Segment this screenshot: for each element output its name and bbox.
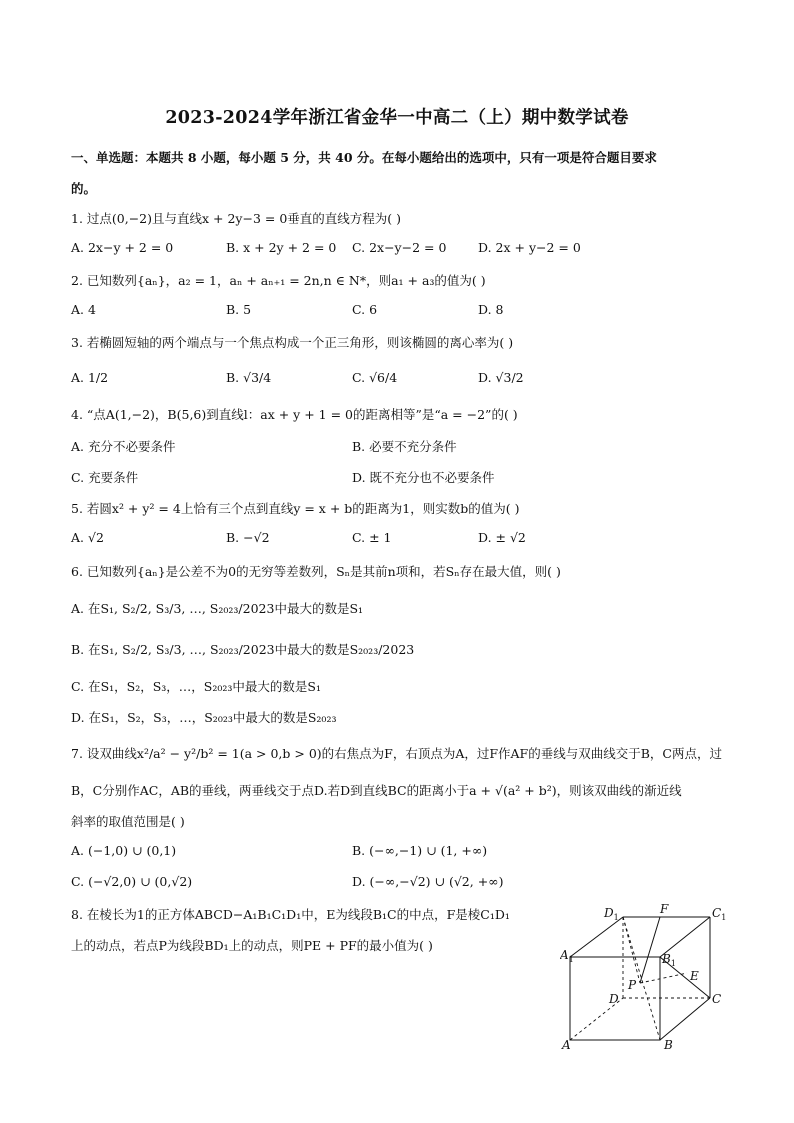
question-3-option-c: C. √6/4 bbox=[352, 370, 398, 385]
question-6-option-a: A. 在S₁, S₂/2, S₃/3, …, S₂₀₂₃/2023中最大的数是S₁ bbox=[71, 601, 364, 616]
question-6-option-b: B. 在S₁, S₂/2, S₃/3, …, S₂₀₂₃/2023中最大的数是S₂₀₂₃/2023 bbox=[71, 642, 415, 657]
question-1-stem: 1. 过点(0,−2)且与直线x + 2y−3 = 0垂直的直线方程为( ) bbox=[71, 211, 402, 226]
question-5-option-b: B. −√2 bbox=[226, 530, 270, 545]
edge-pe bbox=[640, 973, 687, 983]
question-4-option-d: D. 既不充分也不必要条件 bbox=[352, 470, 495, 485]
question-4-option-a: A. 充分不必要条件 bbox=[71, 439, 176, 454]
edge-bc bbox=[660, 998, 710, 1040]
question-5-option-d: D. ± √2 bbox=[478, 530, 526, 545]
question-1-option-d: D. 2x + y−2 = 0 bbox=[478, 240, 581, 255]
question-5-stem: 5. 若圆x² + y² = 4上恰有三个点到直线y = x + b的距离为1，则实数b的值为( ) bbox=[71, 501, 520, 516]
question-4-option-c: C. 充要条件 bbox=[71, 470, 139, 485]
question-4-option-b: B. 必要不充分条件 bbox=[352, 439, 457, 454]
label-p: P bbox=[628, 978, 637, 992]
question-6-stem: 6. 已知数列{aₙ}是公差不为0的无穷等差数列，Sₙ是其前n项和，若Sₙ存在最大值，则( ) bbox=[71, 564, 561, 579]
question-2-option-c: C. 6 bbox=[352, 302, 378, 317]
question-2-option-a: A. 4 bbox=[71, 302, 96, 317]
question-5-option-c: C. ± 1 bbox=[352, 530, 392, 545]
question-3-option-a: A. 1/2 bbox=[71, 370, 109, 385]
label-b: B bbox=[664, 1038, 673, 1052]
cube-figure bbox=[560, 903, 730, 1055]
edge-a1d1 bbox=[570, 917, 623, 957]
edge-d1p bbox=[623, 917, 640, 983]
question-8-stem-line-2: 上的动点，若点P为线段BD₁上的动点，则PE + PF的最小值为( ) bbox=[71, 938, 433, 953]
label-b1: $B_1$ bbox=[662, 952, 676, 968]
label-e: E bbox=[690, 969, 699, 983]
question-1-option-b: B. x + 2y + 2 = 0 bbox=[226, 240, 337, 255]
question-1-option-a: A. 2x−y + 2 = 0 bbox=[71, 240, 174, 255]
question-7-stem-line-2: B，C分别作AC，AB的垂线，两垂线交于点D.若D到直线BC的距离小于a + √(a² + b²)，则该双曲线的渐近线 bbox=[71, 783, 682, 798]
question-7-stem-line-3: 斜率的取值范围是( ) bbox=[71, 814, 185, 829]
label-d1: $D_1$ bbox=[604, 906, 619, 922]
label-d: D bbox=[609, 992, 619, 1006]
question-7-option-c: C. (−√2,0) ∪ (0,√2) bbox=[71, 874, 193, 889]
label-a: A bbox=[562, 1038, 571, 1052]
question-6-option-c: C. 在S₁，S₂，S₃，…，S₂₀₂₃中最大的数是S₁ bbox=[71, 679, 321, 694]
question-1-option-c: C. 2x−y−2 = 0 bbox=[352, 240, 447, 255]
question-7-option-b: B. (−∞,−1) ∪ (1, +∞) bbox=[352, 843, 488, 858]
question-2-option-d: D. 8 bbox=[478, 302, 504, 317]
question-6-option-d: D. 在S₁，S₂，S₃，…，S₂₀₂₃中最大的数是S₂₀₂₃ bbox=[71, 710, 337, 725]
question-8-stem-line-1: 8. 在棱长为1的正方体ABCD−A₁B₁C₁D₁中，E为线段B₁C的中点，F是棱C₁D₁ bbox=[71, 907, 510, 922]
section-instruction-line-2: 的。 bbox=[71, 181, 97, 196]
edge-fp bbox=[640, 917, 660, 983]
question-7-option-a: A. (−1,0) ∪ (0,1) bbox=[71, 843, 177, 858]
question-4-stem: 4. “点A(1,−2)，B(5,6)到直线l：ax + y + 1 = 0的距离相等”是“a = −2”的( ) bbox=[71, 407, 518, 422]
question-3-stem: 3. 若椭圆短轴的两个端点与一个焦点构成一个正三角形，则该椭圆的离心率为( ) bbox=[71, 335, 514, 350]
page-title: 2023-2024学年浙江省金华一中高二（上）期中数学试卷 bbox=[165, 108, 629, 128]
label-c: C bbox=[712, 992, 722, 1006]
question-7-option-d: D. (−∞,−√2) ∪ (√2, +∞) bbox=[352, 874, 504, 889]
question-7-stem-line-1: 7. 设双曲线x²/a² − y²/b² = 1(a > 0,b > 0)的右焦点为F，右顶点为A，过F作AF的垂线与双曲线交于B，C两点，过 bbox=[71, 746, 722, 761]
label-f: F bbox=[660, 903, 669, 916]
question-5-option-a: A. √2 bbox=[71, 530, 104, 545]
label-c1: $C_1$ bbox=[712, 906, 727, 922]
label-a1: $A_1$ bbox=[560, 948, 574, 964]
question-3-option-b: B. √3/4 bbox=[226, 370, 272, 385]
question-3-option-d: D. √3/2 bbox=[478, 370, 524, 385]
edge-b1c1 bbox=[660, 917, 710, 957]
question-2-option-b: B. 5 bbox=[226, 302, 252, 317]
question-2-stem: 2. 已知数列{aₙ}，a₂ = 1，aₙ + aₙ₊₁ = 2n,n ∈ N*，则a₁ + a₃的值为( ) bbox=[71, 273, 486, 288]
section-instruction-line-1: 一、单选题：本题共 8 小题，每小题 5 分，共 40 分。在每小题给出的选项中，只有一项是符合题目要求 bbox=[71, 150, 657, 165]
